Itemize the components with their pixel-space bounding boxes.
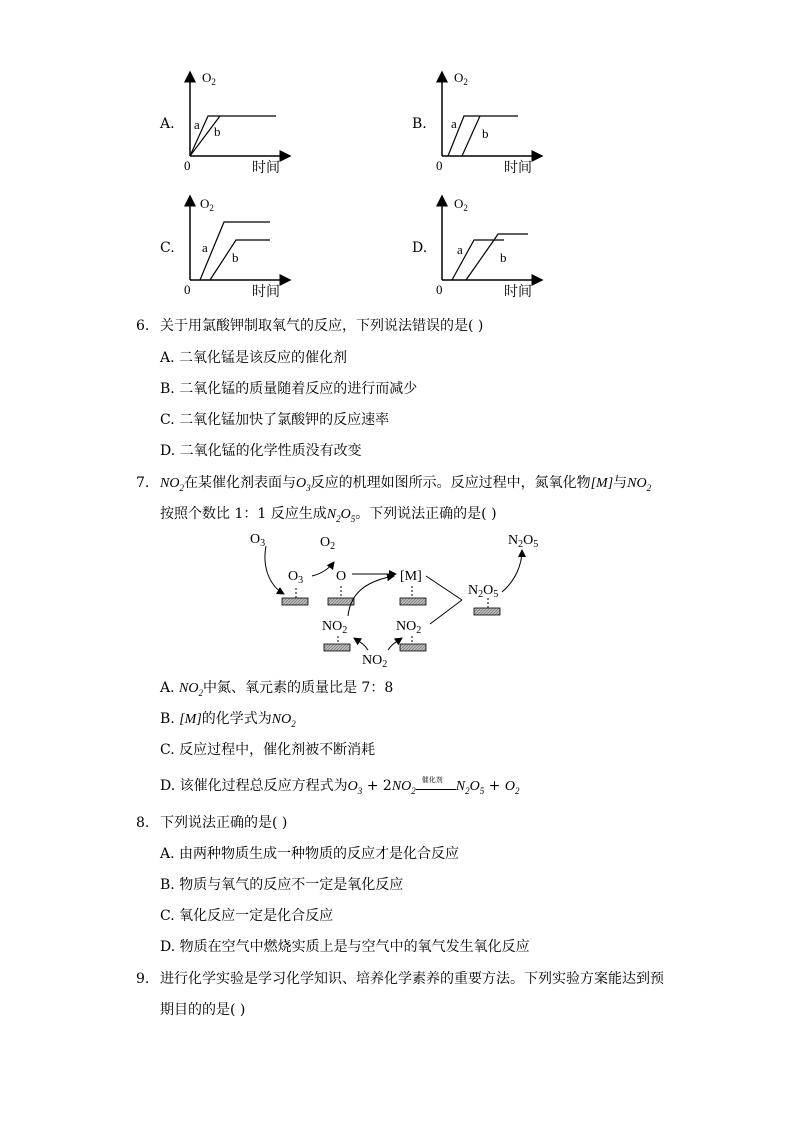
option-b[interactable]: B. 物质与氧气的反应不一定是氧化反应 (160, 877, 404, 893)
catalyst-site (474, 608, 500, 615)
graph-option-c (160, 190, 300, 302)
line-a-label: a (194, 117, 200, 132)
question-number: 8. (136, 815, 150, 831)
svg-text:a: a (451, 116, 457, 131)
question-stem-line-2: 按照个数比 1：1 反应生成$N_2O_5$。下列说法正确的是( ) (160, 506, 497, 524)
graph-option-b (412, 66, 552, 178)
o2-top-label: $O_2$ (320, 535, 336, 552)
origin-label: 0 (184, 158, 191, 173)
svg-text:0: 0 (436, 158, 443, 173)
option-d[interactable]: D. 该催化过程总反应方程式为$O_3 + 2NO_2$ 催化剂 $N_2O_5 + O_2$ (160, 776, 520, 796)
option-c[interactable]: C. 氧化反应一定是化合反应 (160, 908, 334, 924)
catalyst-condition: 催化剂 (416, 776, 456, 796)
option-label: B. (412, 116, 427, 132)
line-b-label: b (214, 124, 221, 139)
o3-top-label: $O_3$ (250, 532, 266, 549)
option-a[interactable]: A. $NO_2$中氮、氧元素的质量比是 7：8 (160, 680, 394, 698)
catalyst-site (328, 598, 354, 605)
question-number: 7. (136, 475, 150, 491)
o3-site-label: $O_3$ (288, 569, 304, 586)
graph-option-d (412, 190, 552, 302)
svg-text:O2: $O_2$ (200, 196, 214, 213)
n2o5-site-label: $N_2O_5$ (468, 583, 499, 600)
reaction-mechanism-diagram (240, 528, 560, 673)
svg-text:O2: $O_2$ (454, 70, 468, 87)
question-stem-line-2: 期目的的是( ) (160, 1002, 246, 1018)
catalyst-site (400, 644, 426, 651)
y-axis-label: $O_2$ (202, 70, 216, 87)
option-b[interactable]: B. 二氧化锰的质量随着反应的进行而减少 (160, 381, 418, 397)
no2-right-label: $NO_2$ (396, 619, 422, 636)
no2-bottom-label: $NO_2$ (362, 653, 388, 670)
option-c[interactable]: C. 反应过程中，催化剂被不断消耗 (160, 742, 376, 758)
graph-option-a (160, 66, 300, 178)
option-a[interactable]: A. 二氧化锰是该反应的催化剂 (160, 350, 348, 366)
svg-text:b: b (482, 126, 489, 141)
x-axis-label: 时间 (504, 284, 532, 300)
option-b[interactable]: B. [M]的化学式为$NO_2$ (160, 711, 296, 729)
svg-text:O2: $O_2$ (454, 196, 468, 213)
option-d[interactable]: D. 物质在空气中燃烧实质上是与空气中的氧气发生氧化反应 (160, 939, 530, 955)
question-stem: 关于用氯酸钾制取氧气的反应，下列说法错误的是( ) (160, 318, 484, 334)
question-number: 9. (136, 971, 150, 987)
svg-text:b: b (500, 250, 507, 265)
x-axis-label: 时间 (252, 284, 280, 300)
question-stem-line-1: 进行化学实验是学习化学知识、培养化学素养的重要方法。下列实验方案能达到预 (160, 971, 664, 987)
n2o5-top-label: $N_2O_5$ (508, 533, 539, 550)
option-c[interactable]: C. 二氧化锰加快了氯酸钾的反应速率 (160, 412, 390, 428)
x-axis-label: 时间 (504, 160, 532, 176)
option-label: C. (160, 240, 175, 256)
svg-text:0: 0 (184, 282, 191, 297)
svg-text:a: a (202, 240, 208, 255)
option-a[interactable]: A. 由两种物质生成一种物质的反应才是化合反应 (160, 846, 460, 862)
question-stem: 下列说法正确的是( ) (160, 815, 288, 831)
catalyst-site (324, 644, 350, 651)
svg-text:a: a (457, 242, 463, 257)
question-stem-line-1: $NO_2$在某催化剂表面与$O_3$反应的机理如图所示。反应过程中，氮氧化物[M]与$NO_2$ (160, 475, 652, 493)
svg-text:0: 0 (436, 282, 443, 297)
m-site-label: [M] (400, 569, 422, 584)
question-number: 6. (136, 318, 150, 334)
catalyst-site (282, 598, 308, 605)
svg-text:b: b (232, 250, 239, 265)
option-label: D. (412, 240, 428, 256)
catalyst-site (400, 598, 426, 605)
o-site-label: O (336, 569, 347, 584)
x-axis-label: 时间 (252, 160, 280, 176)
option-label: A. (160, 116, 175, 132)
option-d[interactable]: D. 二氧化锰的化学性质没有改变 (160, 443, 362, 459)
no2-left-label: $NO_2$ (322, 619, 348, 636)
